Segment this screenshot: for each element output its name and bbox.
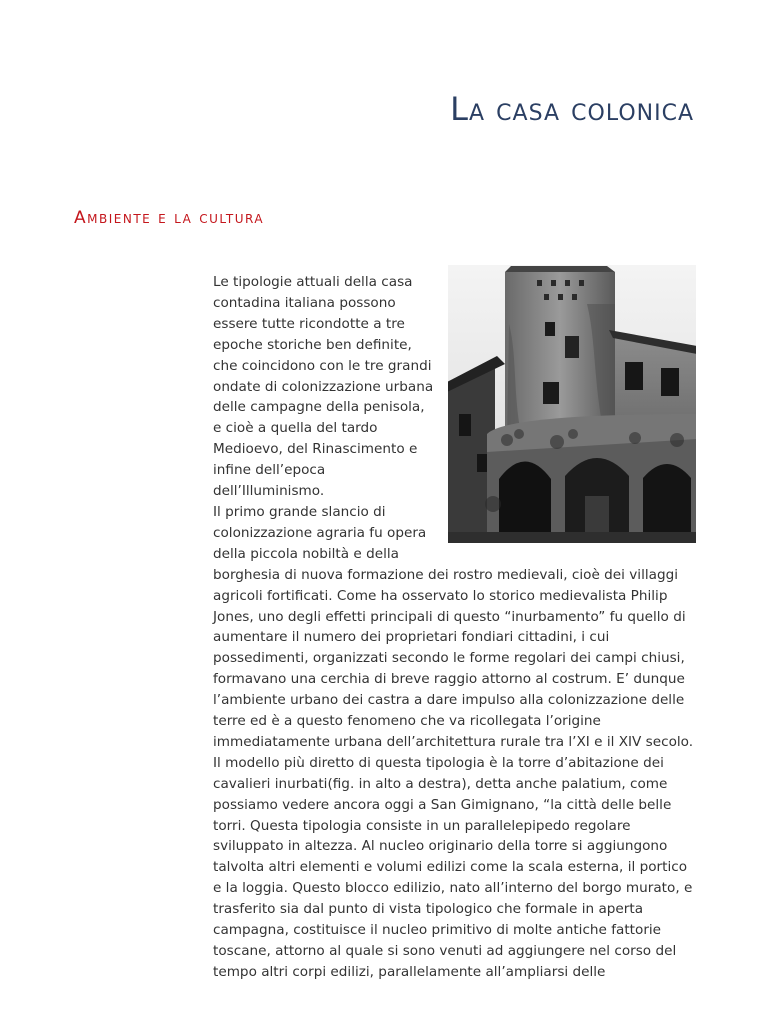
paragraph-1: Le tipologie attuali della casa contadina italiana possono essere tutte ricondotte a tre epoche storiche ben definite, che coincidono con le tre grandi ondate di colonizzazione urbana delle campagne della penisola, e cioè a quella del tardo Medioevo, del Rinascimento e infine dell’epoca dell’Illuminismo. bbox=[213, 274, 434, 500]
section-heading: Ambiente e la cultura bbox=[74, 208, 265, 228]
tower-house-illustration bbox=[447, 264, 697, 544]
tower-house-photo bbox=[447, 264, 697, 544]
paragraph-3: Il modello più diretto di questa tipologia è la torre d’abitazione dei cavalieri inurbati(fig. in alto a destra), detta anche palatium, come possiamo vedere ancora oggi a San Gimignano, “la città delle belle torri. Questa tipologia consiste in un parallelepipedo regolare sviluppato in altezza. Al nucleo originario della torre si aggiungono talvolta altri elementi e volumi edilizi come la scala esterna, il portico e la loggia. Questo blocco edilizio, nato all’interno del borgo murato, e trasferito sia dal punto di vista tipologico che formale in aperta campagna, costituisce il nucleo primitivo di molte antiche fattorie toscane, attorno al quale si sono venuti ad aggiungere nel corso del tempo altri corpi edilizi, parallelamente all’ampliarsi delle bbox=[213, 754, 693, 980]
page-title: La casa colonica bbox=[450, 90, 694, 128]
paragraph-2: Il primo grande slancio di colonizzazione agraria fu opera della piccola nobiltà e della borghesia di nuova formazione dei rostro medievali, cioè dei villaggi agricoli fortificati. Come ha osservato lo storico medievalista Philip Jones, uno degli effetti principali di questo “inurbamento” fu quello di aumentare il numero dei proprietari fondiari cittadini, i cui possedimenti, organizzati secondo le forme regolari dei campi chiusi, formavano una cerchia di breve raggio attorno al costrum. E’ dunque l’ambiente urbano dei castra a dare impulso alla colonizzazione delle terre ed è a questo fenomeno che va ricollegata l’origine immediatamente urbana dell’architettura rurale tra l’XI e il XIV secolo. bbox=[213, 503, 694, 750]
article-body bbox=[213, 272, 695, 983]
